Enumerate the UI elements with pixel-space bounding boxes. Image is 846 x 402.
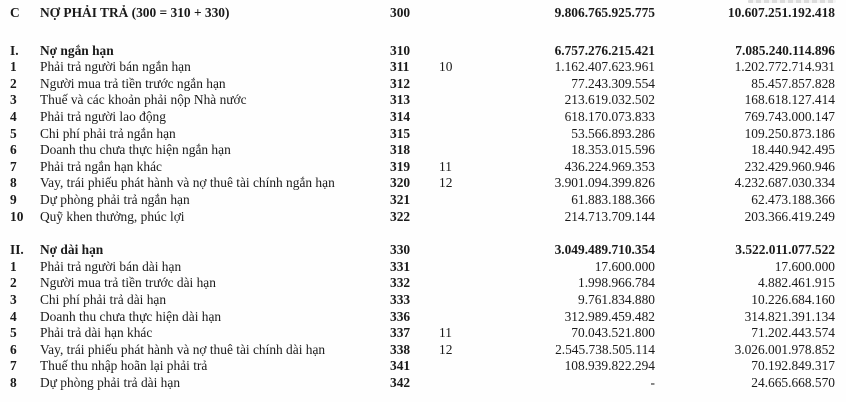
cell-row-index: 10 — [10, 208, 24, 224]
table-row — [0, 43, 846, 60]
cell-note-ref: 12 — [439, 341, 453, 357]
cell-amount-col1: 2.545.738.505.114 — [555, 341, 655, 357]
cell-item-name: Thuế thu nhập hoãn lại phải trả — [40, 358, 208, 374]
cell-item-name: Nợ ngắn hạn — [40, 42, 114, 58]
cell-amount-col2: 62.473.188.366 — [751, 191, 835, 207]
cell-amount-col2: 7.085.240.114.896 — [735, 42, 835, 58]
cell-code: 341 — [390, 358, 411, 374]
cell-code: 319 — [390, 158, 411, 174]
cell-code: 311 — [390, 59, 410, 75]
table-row — [0, 175, 846, 192]
cell-amount-col2: 203.366.419.249 — [744, 208, 835, 224]
cell-row-index: 1 — [10, 59, 17, 75]
cell-item-name: Dự phòng phải trả dài hạn — [40, 374, 181, 390]
cell-amount-col1: 70.043.521.800 — [571, 325, 655, 341]
cell-amount-col2: 168.618.127.414 — [744, 92, 835, 108]
cell-item-name: Doanh thu chưa thực hiện dài hạn — [40, 308, 222, 324]
cell-note-ref: 10 — [439, 59, 453, 75]
cell-row-index: I. — [10, 42, 19, 58]
cell-code: 321 — [390, 191, 411, 207]
table-row — [0, 358, 846, 375]
cell-amount-col1: 53.566.893.286 — [571, 125, 655, 141]
cell-code: 332 — [390, 275, 411, 291]
cell-note-ref: 12 — [439, 175, 453, 191]
cell-amount-col1: 9.761.834.880 — [578, 291, 655, 307]
table-row — [0, 109, 846, 126]
cell-row-index: 8 — [10, 175, 17, 191]
cell-amount-col2: 4.232.687.030.334 — [734, 175, 835, 191]
table-row — [0, 142, 846, 159]
cell-amount-col2: 17.600.000 — [774, 258, 835, 274]
table-row — [0, 209, 846, 226]
cell-code: 300 — [390, 5, 411, 20]
table-row — [0, 242, 846, 259]
cell-item-name: Vay, trái phiếu phát hành và nợ thuê tài chính ngắn hạn — [40, 175, 335, 191]
cell-item-name: Phải trả ngắn hạn khác — [40, 158, 162, 174]
cell-amount-col2: 85.457.857.828 — [751, 75, 835, 91]
cell-item-name: Người mua trả tiền trước ngắn hạn — [40, 75, 226, 91]
cell-row-index: 7 — [10, 158, 17, 174]
cell-code: 333 — [390, 291, 411, 307]
cell-amount-col2: 314.821.391.134 — [744, 308, 835, 324]
table-row — [0, 5, 846, 22]
cell-amount-col1: 213.619.032.502 — [564, 92, 655, 108]
cell-amount-col1: 1.998.966.784 — [578, 275, 655, 291]
cell-row-index: 4 — [10, 108, 17, 124]
table-row — [0, 192, 846, 209]
cell-code: 330 — [390, 242, 411, 258]
cell-code: 312 — [390, 75, 411, 91]
cell-amount-col2: 70.192.849.317 — [751, 358, 835, 374]
cell-code: 318 — [390, 142, 411, 158]
cell-code: 313 — [390, 92, 411, 108]
cell-row-index: 6 — [10, 142, 17, 158]
cell-code: 320 — [390, 175, 411, 191]
cell-note-ref: 11 — [439, 158, 452, 174]
cell-amount-col1: 108.939.822.294 — [564, 358, 655, 374]
cell-amount-col1: 3.049.489.710.354 — [554, 242, 655, 258]
cell-amount-col1: 3.901.094.399.826 — [554, 175, 655, 191]
table-row — [0, 342, 846, 359]
cell-amount-col1: 1.162.407.623.961 — [554, 59, 655, 75]
cell-row-index: 9 — [10, 191, 17, 207]
cell-row-index: 3 — [10, 291, 17, 307]
cell-amount-col2: 109.250.873.186 — [744, 125, 835, 141]
cell-amount-col1: 312.989.459.482 — [564, 308, 655, 324]
cell-row-index: 1 — [10, 258, 17, 274]
cell-code: 315 — [390, 125, 411, 141]
scan-artifact — [748, 0, 836, 3]
cell-row-index: 3 — [10, 92, 17, 108]
cell-row-index: 6 — [10, 341, 17, 357]
cell-item-name: NỢ PHẢI TRẢ (300 = 310 + 330) — [40, 5, 230, 20]
table-row — [0, 375, 846, 392]
cell-amount-col2: 10.607.251.192.418 — [727, 5, 835, 20]
cell-code: 342 — [390, 374, 411, 390]
liabilities-table — [0, 5, 846, 391]
table-row — [0, 275, 846, 292]
cell-code: 314 — [390, 108, 411, 124]
table-row — [0, 159, 846, 176]
cell-item-name: Phải trả người lao động — [40, 108, 166, 124]
cell-amount-col1: 6.757.276.215.421 — [554, 42, 655, 58]
cell-code: 336 — [390, 308, 411, 324]
cell-item-name: Nợ dài hạn — [40, 242, 104, 258]
cell-item-name: Chi phí phải trả dài hạn — [40, 291, 167, 307]
cell-amount-col1: 9.806.765.925.775 — [554, 5, 655, 20]
table-row — [0, 76, 846, 93]
cell-row-index: 5 — [10, 325, 17, 341]
cell-amount-col1: 17.600.000 — [594, 258, 655, 274]
cell-code: 322 — [390, 208, 411, 224]
table-row — [0, 259, 846, 276]
cell-amount-col1: 214.713.709.144 — [564, 208, 655, 224]
cell-code: 338 — [390, 341, 411, 357]
cell-row-index: 2 — [10, 275, 17, 291]
cell-row-index: II. — [10, 242, 24, 258]
cell-code: 331 — [390, 258, 411, 274]
cell-code: 310 — [390, 42, 411, 58]
cell-amount-col2: 1.202.772.714.931 — [734, 59, 835, 75]
cell-amount-col2: 18.440.942.495 — [751, 142, 835, 158]
cell-amount-col2: 3.522.011.077.522 — [735, 242, 835, 258]
cell-item-name: Dự phòng phải trả ngắn hạn — [40, 191, 190, 207]
cell-item-name: Vay, trái phiếu phát hành và nợ thuê tài chính dài hạn — [40, 341, 326, 357]
table-row — [0, 126, 846, 143]
cell-amount-col1: 18.353.015.596 — [571, 142, 655, 158]
cell-row-index: 2 — [10, 75, 17, 91]
cell-row-index: 7 — [10, 358, 17, 374]
cell-amount-col2: 232.429.960.946 — [744, 158, 835, 174]
cell-item-name: Chi phí phải trả ngắn hạn — [40, 125, 176, 141]
cell-code: 337 — [390, 325, 411, 341]
cell-item-name: Phải trả người bán dài hạn — [40, 258, 182, 274]
cell-amount-col2: 24.665.668.570 — [751, 374, 835, 390]
cell-row-index: 4 — [10, 308, 17, 324]
table-row — [0, 92, 846, 109]
table-row — [0, 59, 846, 76]
cell-amount-col2: 769.743.000.147 — [744, 108, 835, 124]
cell-amount-col2: 4.882.461.915 — [758, 275, 835, 291]
cell-amount-col1: 77.243.309.554 — [571, 75, 655, 91]
cell-item-name: Người mua trả tiền trước dài hạn — [40, 275, 216, 291]
cell-item-name: Quỹ khen thưởng, phúc lợi — [40, 208, 185, 224]
cell-amount-col2: 3.026.001.978.852 — [734, 341, 835, 357]
table-row — [0, 292, 846, 309]
cell-item-name: Doanh thu chưa thực hiện ngắn hạn — [40, 142, 231, 158]
cell-amount-col1: 618.170.073.833 — [564, 108, 655, 124]
cell-amount-col1: 61.883.188.366 — [571, 191, 655, 207]
table-row — [0, 325, 846, 342]
cell-item-name: Thuế và các khoản phải nộp Nhà nước — [40, 92, 247, 108]
cell-amount-col2: 71.202.443.574 — [751, 325, 835, 341]
table-row — [0, 309, 846, 326]
cell-amount-col1: - — [650, 374, 655, 390]
cell-amount-col2: 10.226.684.160 — [751, 291, 835, 307]
cell-row-index: 8 — [10, 374, 17, 390]
cell-row-index: 5 — [10, 125, 17, 141]
cell-row-index: C — [10, 5, 20, 20]
cell-amount-col1: 436.224.969.353 — [564, 158, 655, 174]
cell-item-name: Phải trả dài hạn khác — [40, 325, 153, 341]
cell-item-name: Phải trả người bán ngắn hạn — [40, 59, 191, 75]
cell-note-ref: 11 — [439, 325, 452, 341]
